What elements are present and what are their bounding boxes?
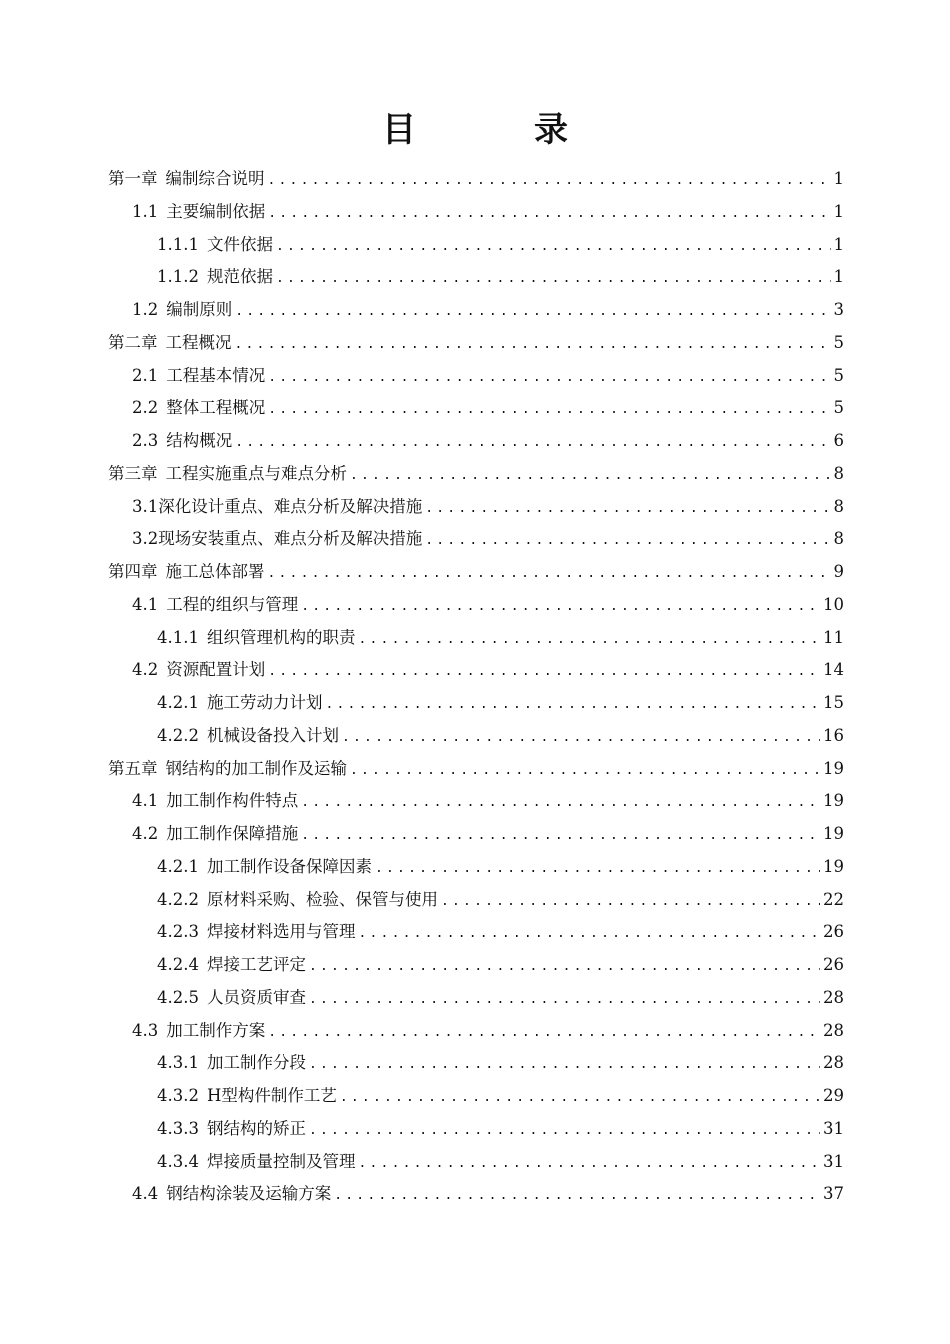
toc-dot-leader [342,722,820,755]
toc-entry-number: 4.1 [132,594,159,614]
toc-entry-page-number: 26 [823,922,844,942]
toc-entry-page-number: 31 [823,1151,844,1171]
toc-entry-title: 加工制作构件特点 [166,791,299,811]
toc-entry-title: 文件依据 [206,234,273,254]
toc-entry-page-number: 1 [833,201,844,221]
toc-entry-title: 加工制作设备保障因素 [206,856,372,876]
toc-dot-leader [425,493,830,526]
toc-dot-leader [276,263,831,296]
toc-dot-leader [441,886,820,919]
toc-entry-title: 整体工程概况 [166,398,266,418]
toc-entry[interactable] [108,916,844,949]
toc-entry-number: 4.4 [132,1184,159,1204]
toc-dot-leader [268,558,831,591]
toc-dot-leader [350,755,820,788]
toc-entry-number: 4.2.2 [157,889,199,909]
toc-dot-leader [309,1049,820,1082]
toc-entry-page-number: 8 [833,529,844,549]
toc-entry-title: 工程概况 [165,332,232,352]
toc-entry-title: 机械设备投入计划 [206,725,339,745]
toc-dot-leader [358,1148,820,1181]
toc-entry-page-number: 28 [823,1020,844,1040]
toc-entry-number: 2.3 [132,431,159,450]
toc-entry-page-number: 1 [833,169,844,188]
toc-entry-number: 第三章 [108,463,158,483]
toc-entry-title: 钢结构涂装及运输方案 [166,1184,332,1204]
toc-entry[interactable] [108,556,844,589]
toc-dot-leader [268,1017,820,1050]
toc-entry[interactable] [108,425,844,458]
toc-entry-number: 4.1.1 [157,627,199,647]
toc-entry-title: 组织管理机构的职责 [206,627,356,647]
toc-entry-number: 2.1 [132,365,159,385]
toc-entry[interactable] [108,1146,844,1179]
toc-entry[interactable] [108,458,844,491]
toc-dot-leader [268,198,830,231]
toc-dot-leader [301,591,820,624]
toc-entry-number: 4.2.4 [157,955,199,974]
toc-entry-title: 施工总体部署 [165,562,265,581]
toc-entry-number: 第一章 [108,169,158,188]
toc-entry-title: 编制原则 [166,300,233,319]
toc-entry-title: 工程的组织与管理 [166,594,299,614]
toc-entry-number: 1.2 [132,300,159,319]
toc-entry-page-number: 28 [823,1053,844,1073]
toc-dot-leader [358,624,820,657]
toc-dot-leader [350,460,831,493]
toc-dot-leader [235,427,830,460]
toc-entry[interactable] [108,229,844,262]
toc-entry-number: 4.2.3 [157,922,199,942]
toc-entry-page-number: 19 [823,856,844,876]
toc-dot-leader [334,1180,820,1213]
toc-dot-leader [301,787,820,820]
toc-entry[interactable] [108,491,844,524]
toc-entry-page-number: 6 [833,431,844,450]
toc-dot-leader [309,1115,820,1148]
toc-entry[interactable] [108,753,844,786]
toc-dot-leader [375,853,820,886]
toc-entry-number: 4.3.4 [157,1151,199,1171]
toc-entry-number: 4.3.3 [157,1118,199,1138]
toc-entry-page-number: 3 [833,300,844,319]
toc-entry-number: 第五章 [108,758,158,778]
toc-entry-number: 第四章 [108,562,158,581]
toc-dot-leader [268,362,830,395]
toc-entry[interactable] [108,1178,844,1211]
toc-entry-page-number: 10 [823,594,844,614]
toc-entry-title: 编制综合说明 [165,169,265,188]
toc-entry-title: 现场安装重点、难点分析及解决措施 [158,529,423,549]
toc-entry-title: 焊接质量控制及管理 [206,1151,356,1171]
toc-entry-page-number: 37 [823,1184,844,1204]
toc-entry-number: 1.1 [132,201,159,221]
toc-entry-title: 钢结构的加工制作及运输 [165,758,347,778]
toc-entry-title: 工程基本情况 [166,365,266,385]
toc-entry[interactable] [108,163,844,196]
toc-entry[interactable] [108,982,844,1015]
table-of-contents [108,163,844,1211]
toc-entry-number: 4.2.5 [157,987,199,1007]
toc-entry-number: 2.2 [132,398,159,418]
toc-entry-page-number: 5 [833,365,844,385]
toc-entry-title: 施工劳动力计划 [206,693,323,712]
toc-entry-page-number: 15 [823,693,844,712]
toc-entry-title: 加工制作保障措施 [166,824,299,843]
toc-entry-title: 焊接材料选用与管理 [206,922,356,942]
toc-title: 目 录 [382,110,610,150]
toc-entry-page-number: 28 [823,987,844,1007]
toc-entry[interactable] [108,818,844,851]
toc-entry-number: 4.2 [132,660,159,680]
toc-entry-number: 4.2.1 [157,693,199,712]
toc-entry-title: 深化设计重点、难点分析及解决措施 [158,496,423,516]
toc-entry-page-number: 19 [823,824,844,843]
toc-entry-number: 1.1.2 [157,267,199,287]
toc-entry[interactable] [108,1080,844,1113]
toc-entry-page-number: 19 [823,791,844,811]
toc-dot-leader [358,918,820,951]
toc-entry-number: 第二章 [108,332,158,352]
toc-entry[interactable] [108,589,844,622]
toc-entry-page-number: 26 [823,955,844,974]
toc-entry-page-number: 1 [833,234,844,254]
toc-entry-page-number: 8 [833,496,844,516]
toc-entry-title: H型构件制作工艺 [206,1086,337,1105]
toc-entry-page-number: 19 [823,758,844,778]
toc-entry[interactable] [108,196,844,229]
toc-entry[interactable] [108,687,844,720]
toc-dot-leader [340,1082,820,1115]
toc-entry[interactable] [108,1047,844,1080]
toc-entry-number: 4.1 [132,791,159,811]
toc-entry-title: 加工制作方案 [166,1020,266,1040]
toc-entry-title: 主要编制依据 [166,201,266,221]
toc-entry-title: 规范依据 [206,267,273,287]
toc-dot-leader [309,951,820,984]
toc-entry-page-number: 5 [833,332,844,352]
toc-entry-page-number: 1 [833,267,844,287]
toc-entry-title: 原材料采购、检验、保管与使用 [206,889,438,909]
toc-dot-leader [276,231,831,264]
toc-entry-title: 结构概况 [166,431,233,450]
toc-entry-page-number: 8 [833,463,844,483]
toc-entry-number: 3.2 [132,529,159,549]
toc-entry[interactable] [108,949,844,982]
toc-entry-page-number: 9 [833,562,844,581]
toc-entry[interactable] [108,654,844,687]
toc-entry-page-number: 31 [823,1118,844,1138]
toc-entry[interactable] [108,785,844,818]
toc-entry[interactable] [108,1113,844,1146]
toc-entry[interactable] [108,523,844,556]
toc-entry-number: 4.2.2 [157,725,199,745]
toc-dot-leader [235,329,831,362]
toc-entry-title: 人员资质审查 [206,987,306,1007]
toc-entry-number: 1.1.1 [157,234,199,254]
toc-entry[interactable] [108,360,844,393]
toc-entry-number: 4.3.2 [157,1086,199,1105]
toc-entry[interactable] [108,851,844,884]
toc-entry-number: 4.2.1 [157,856,199,876]
toc-entry[interactable] [108,884,844,917]
toc-entry[interactable] [108,622,844,655]
toc-dot-leader [425,525,830,558]
toc-dot-leader [309,984,820,1017]
toc-entry-title: 焊接工艺评定 [206,955,306,974]
toc-entry-number: 4.3 [132,1020,159,1040]
toc-entry[interactable] [108,261,844,294]
toc-entry-title: 加工制作分段 [206,1053,306,1073]
toc-entry[interactable] [108,294,844,327]
toc-entry-page-number: 14 [823,660,844,680]
toc-entry-title: 资源配置计划 [166,660,266,680]
toc-entry-page-number: 11 [823,627,844,647]
toc-entry-page-number: 22 [823,889,844,909]
toc-entry-title: 工程实施重点与难点分析 [165,463,347,483]
toc-entry-number: 4.3.1 [157,1053,199,1073]
toc-entry-number: 4.2 [132,824,159,843]
toc-entry-page-number: 16 [823,725,844,745]
toc-entry-page-number: 29 [823,1086,844,1105]
toc-dot-leader [325,689,820,722]
toc-entry[interactable] [108,392,844,425]
toc-entry-page-number: 5 [833,398,844,418]
toc-dot-leader [268,165,831,198]
toc-dot-leader [301,820,820,853]
toc-entry[interactable] [108,720,844,753]
toc-dot-leader [268,656,820,689]
toc-entry-number: 3.1 [132,496,159,516]
toc-entry[interactable] [108,327,844,360]
toc-dot-leader [235,296,830,329]
toc-dot-leader [268,394,830,427]
toc-entry[interactable] [108,1015,844,1048]
toc-entry-title: 钢结构的矫正 [206,1118,306,1138]
